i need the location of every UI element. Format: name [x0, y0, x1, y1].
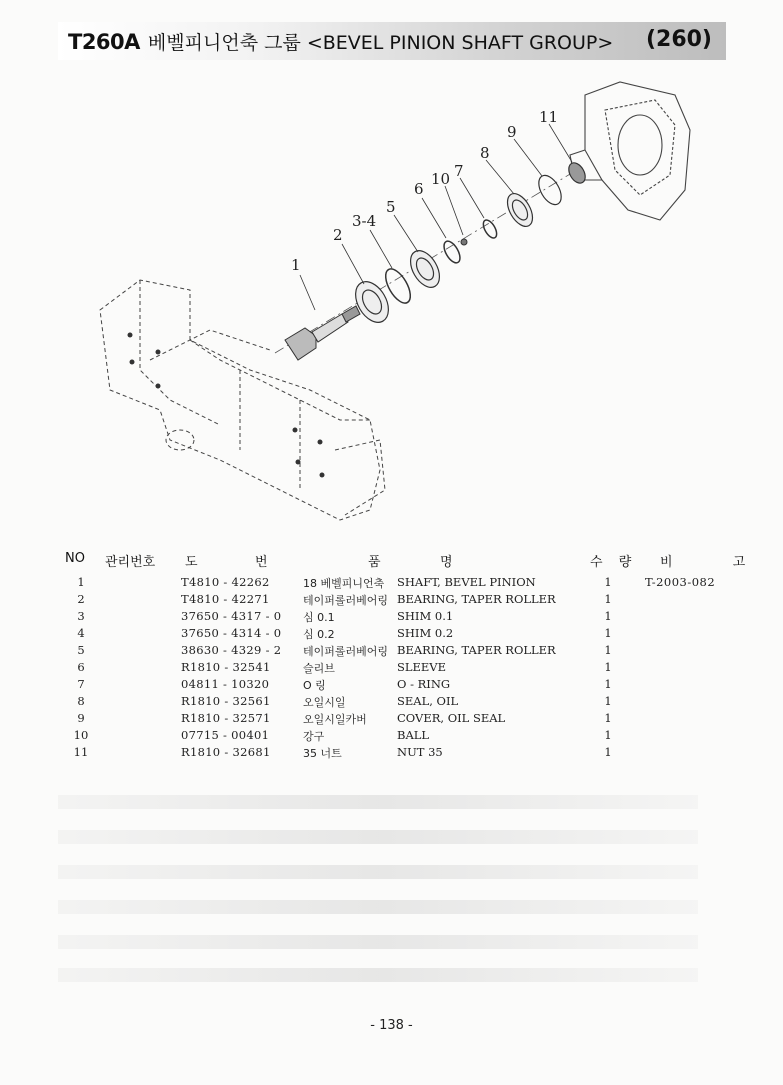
name-korean: 심 0.1: [303, 611, 335, 624]
quantity: 1: [604, 592, 612, 606]
blank-row-shade: [58, 795, 698, 809]
callout-2: 2: [333, 226, 343, 244]
name-korean: 슬리브: [303, 662, 335, 675]
row-no: 5: [77, 643, 85, 657]
callout-7: 7: [454, 162, 464, 180]
quantity: 1: [604, 626, 612, 640]
name-korean: 심 0.2: [303, 628, 335, 641]
page-title: [68, 28, 613, 55]
oil-seal-cover-part: [534, 172, 566, 209]
model-name: T260A: [68, 30, 140, 54]
table-row: [55, 710, 735, 727]
header-drawing-do: 도: [185, 555, 198, 570]
table-row: [55, 642, 735, 659]
name-korean: 18 베벨피니언축: [303, 577, 385, 590]
table-row: [55, 574, 735, 591]
table-row: [55, 693, 735, 710]
table-header: [55, 548, 774, 574]
table-row: [55, 659, 735, 676]
table-row: [55, 591, 735, 608]
header-no: NO: [65, 551, 85, 566]
exploded-parts-diagram: [80, 70, 720, 540]
name-english: NUT 35: [397, 745, 443, 759]
quantity: 1: [604, 711, 612, 725]
name-korean: 강구: [303, 730, 325, 743]
callout-6: 6: [414, 180, 424, 198]
quantity: 1: [604, 694, 612, 708]
name-english: SHIM 0.1: [397, 609, 454, 623]
part-number: R1810 - 32681: [181, 745, 271, 759]
part-number: T4810 - 42262: [181, 575, 270, 589]
part-number: R1810 - 32561: [181, 694, 271, 708]
row-no: 7: [77, 677, 85, 691]
header-name-myeong: 명: [440, 555, 453, 570]
o-ring-part: [481, 218, 500, 240]
row-no: 1: [77, 575, 85, 589]
name-korean: 35 너트: [303, 747, 342, 760]
name-english: SEAL, OIL: [397, 694, 459, 708]
row-no: 11: [73, 745, 89, 759]
callout-9: 9: [507, 123, 517, 141]
name-korean: 오일시일: [303, 696, 346, 709]
table-row: [55, 744, 735, 761]
name-english: BEARING, TAPER ROLLER: [397, 592, 556, 606]
name-english: SLEEVE: [397, 660, 447, 674]
row-no: 2: [77, 592, 85, 606]
part-number: R1810 - 32571: [181, 711, 271, 725]
name-korean: 오일시일카버: [303, 713, 367, 726]
callout-1: 1: [291, 256, 301, 274]
name-english: SHAFT, BEVEL PINION: [397, 575, 536, 589]
quantity: 1: [604, 660, 612, 674]
name-english: COVER, OIL SEAL: [397, 711, 506, 725]
parts-list-table: [55, 548, 774, 761]
blank-row-shade: [58, 830, 698, 844]
taper-bearing-part: [405, 246, 446, 293]
part-number: 07715 - 00401: [181, 728, 270, 742]
remark: T-2003-082: [645, 575, 716, 589]
part-number: 04811 - 10320: [181, 677, 270, 691]
row-no: 3: [77, 609, 85, 623]
group-title: 베벨피니언축 그룹 <BEVEL PINION SHAFT GROUP>: [147, 32, 614, 54]
quantity: 1: [604, 677, 612, 691]
quantity: 1: [604, 728, 612, 742]
part-number: T4810 - 42271: [181, 592, 270, 606]
page-number: - 138 -: [370, 1018, 413, 1033]
name-korean: 테이퍼롤러베어링: [303, 594, 389, 607]
ball-part: [461, 239, 467, 245]
bevel-pinion-shaft-part: [285, 306, 360, 360]
name-english: O - RING: [397, 677, 451, 691]
name-english: BALL: [397, 728, 430, 742]
callout-5: 5: [386, 198, 396, 216]
header-name-pum: 품: [368, 555, 381, 570]
name-english: BEARING, TAPER ROLLER: [397, 643, 556, 657]
blank-row-shade: [58, 865, 698, 879]
part-number: 37650 - 4314 - 0: [181, 626, 282, 640]
callout-8: 8: [480, 144, 490, 162]
row-no: 10: [73, 728, 89, 742]
header-drawing-beon: 번: [255, 555, 268, 570]
header-remark: 비 고: [660, 555, 774, 570]
oil-seal-part: [502, 189, 537, 230]
row-no: 8: [77, 694, 85, 708]
quantity: 1: [604, 575, 612, 589]
callout-10: 10: [431, 170, 451, 188]
blank-row-shade: [58, 900, 698, 914]
header-mgmt-no: 관리번호: [105, 555, 156, 570]
callout-3-4: 3-4: [352, 212, 377, 230]
part-number: 38630 - 4329 - 2: [181, 643, 282, 657]
name-english: SHIM 0.2: [397, 626, 454, 640]
name-korean: 테이퍼롤러베어링: [303, 645, 389, 658]
table-row: [55, 727, 735, 744]
part-number: 37650 - 4317 - 0: [181, 609, 282, 623]
table-row: [55, 608, 735, 625]
row-no: 6: [77, 660, 85, 674]
sleeve-part: [441, 239, 463, 266]
row-no: 9: [77, 711, 85, 725]
callout-labels: [291, 108, 558, 274]
row-no: 4: [77, 626, 85, 640]
part-number: R1810 - 32541: [181, 660, 271, 674]
table-body: [55, 574, 735, 761]
gear-housing-drawing: [570, 82, 690, 220]
table-row: [55, 676, 735, 693]
table-row: [55, 625, 735, 642]
name-korean: O 링: [303, 679, 326, 692]
callout-11: 11: [539, 108, 559, 126]
group-code: (260): [645, 27, 712, 52]
blank-row-shade: [58, 968, 698, 982]
blank-row-shade: [58, 935, 698, 949]
taper-bearing-part: [349, 276, 395, 328]
header-qty: 수 량: [590, 555, 638, 570]
nut-part: [565, 160, 588, 186]
quantity: 1: [604, 745, 612, 759]
page-header: [58, 22, 726, 60]
quantity: 1: [604, 643, 612, 657]
quantity: 1: [604, 609, 612, 623]
